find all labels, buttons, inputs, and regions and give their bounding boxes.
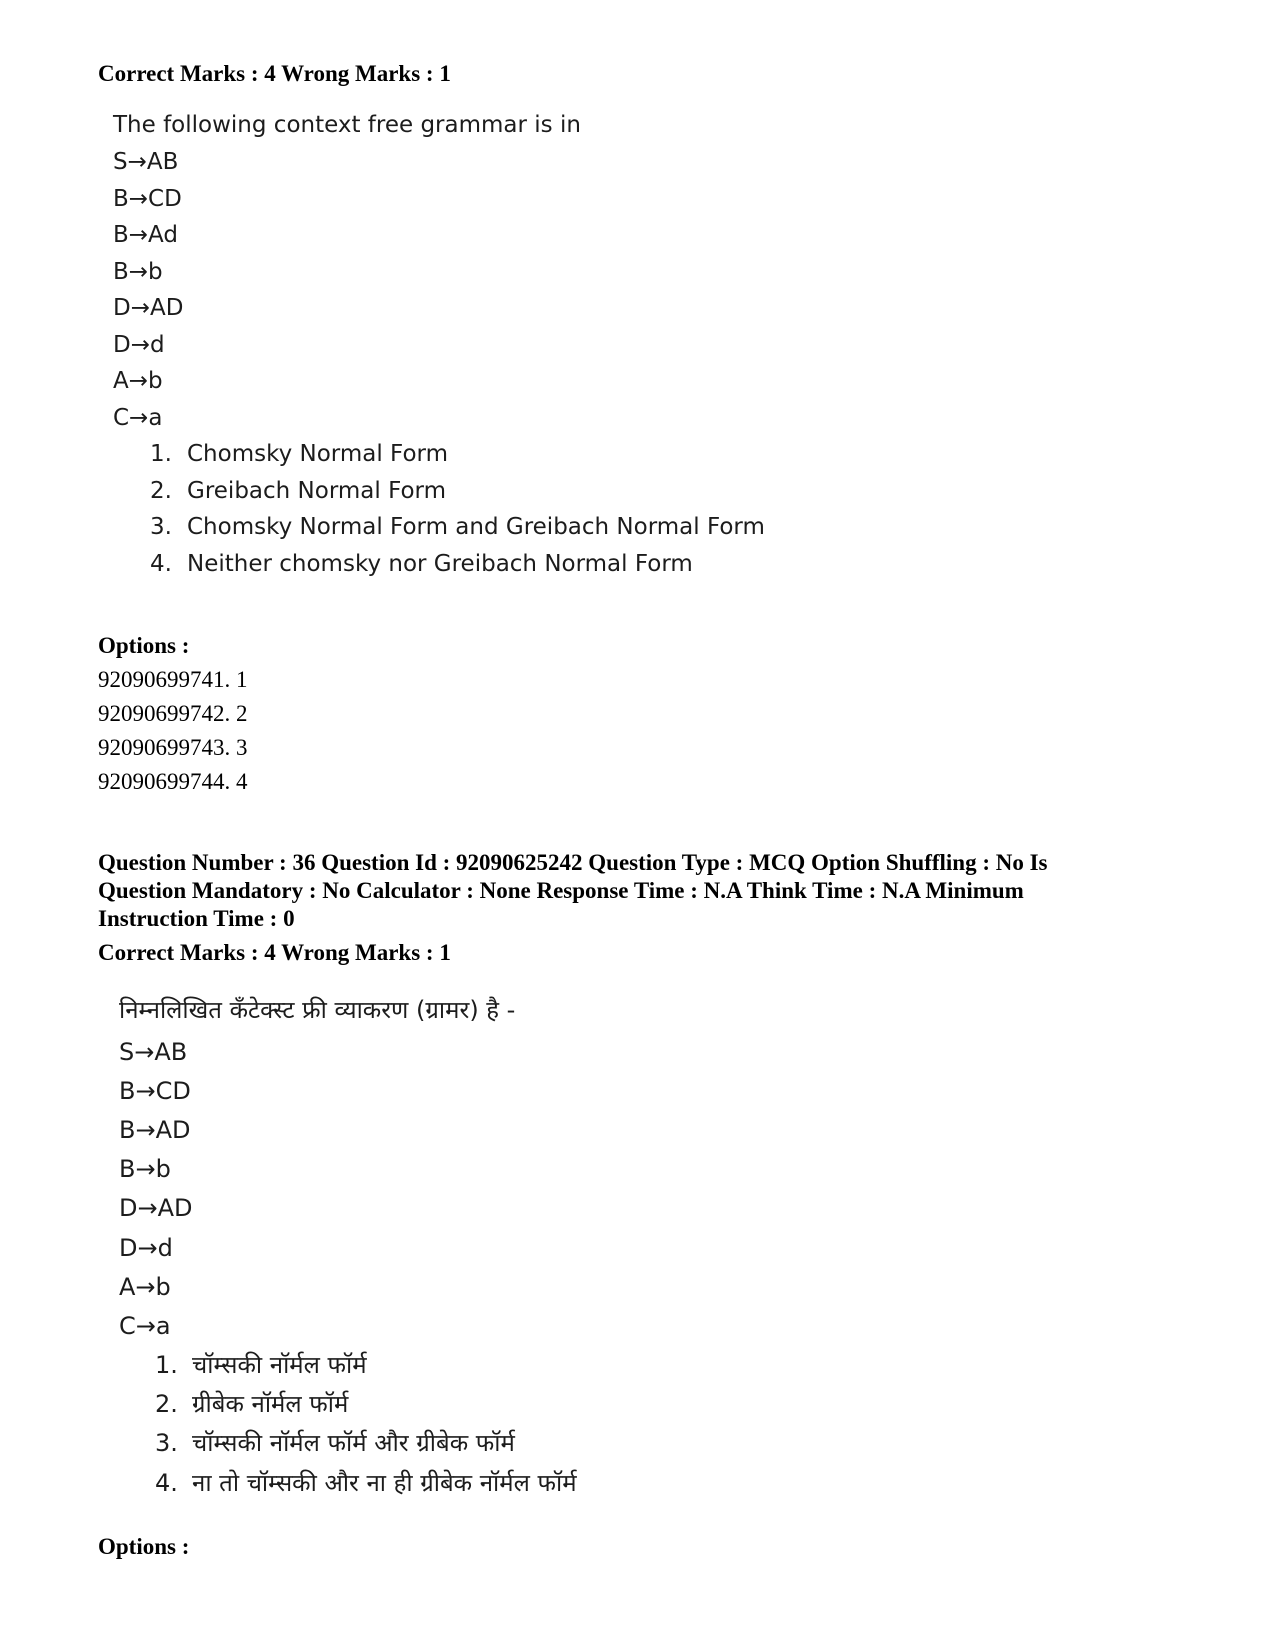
choice-text: Neither chomsky nor Greibach Normal Form — [187, 551, 693, 577]
q36-options-label: Options : — [98, 1534, 190, 1559]
q36-choice — [155, 1427, 515, 1459]
choice-number: 3. — [155, 1429, 178, 1457]
q36-rule: B→CD — [119, 1077, 191, 1105]
q36-rule: C→a — [119, 1312, 171, 1340]
q35-rule: D→d — [113, 332, 165, 358]
choice-text: Chomsky Normal Form — [187, 441, 448, 467]
q35-choice — [150, 476, 446, 506]
q36-header-line: Question Mandatory : No Calculator : None Response Time : N.A Think Time : N.A Minimum — [98, 878, 1024, 903]
choice-text: चॉम्सकी नॉर्मल फॉर्म — [192, 1351, 367, 1379]
q35-rule: C→a — [113, 405, 163, 431]
choice-number: 4. — [155, 1469, 178, 1497]
q35-rule: A→b — [113, 368, 163, 394]
q36-marks: Correct Marks : 4 Wrong Marks : 1 — [98, 940, 451, 965]
q36-rule: D→d — [119, 1234, 173, 1262]
q36-header-line: Question Number : 36 Question Id : 92090625242 Question Type : MCQ Option Shuffling : No Is — [98, 850, 1048, 875]
q36-header-line: Instruction Time : 0 — [98, 906, 295, 931]
q36-rule: B→AD — [119, 1116, 191, 1144]
option-line: 92090699744. 4 — [98, 769, 248, 794]
choice-number: 2. — [155, 1390, 178, 1418]
choice-number: 2. — [150, 478, 172, 504]
choice-text: Greibach Normal Form — [187, 478, 447, 504]
q36-rule: S→AB — [119, 1038, 188, 1066]
q35-rule: S→AB — [113, 149, 179, 175]
q35-rule: B→CD — [113, 186, 182, 212]
q36-rule: B→b — [119, 1155, 171, 1183]
q35-rule: B→Ad — [113, 222, 178, 248]
choice-text: ग्रीबेक नॉर्मल फॉर्म — [192, 1390, 349, 1418]
choice-text: ना तो चॉम्सकी और ना ही ग्रीबेक नॉर्मल फॉर्म — [192, 1469, 577, 1497]
q36-choice — [155, 1467, 577, 1499]
choice-number: 3. — [150, 514, 172, 540]
q35-choice — [150, 549, 693, 579]
q35-options-label: Options : — [98, 633, 190, 658]
q35-marks: Correct Marks : 4 Wrong Marks : 1 — [98, 61, 451, 86]
q35-rule: D→AD — [113, 295, 184, 321]
q36-rule: A→b — [119, 1273, 171, 1301]
choice-text: Chomsky Normal Form and Greibach Normal Form — [187, 514, 765, 540]
q36-rule: D→AD — [119, 1194, 193, 1222]
option-line: 92090699741. 1 — [98, 667, 248, 692]
choice-number: 4. — [150, 551, 172, 577]
choice-number: 1. — [155, 1351, 178, 1379]
option-line: 92090699743. 3 — [98, 735, 248, 760]
q36-choice — [155, 1349, 367, 1381]
q35-stem: The following context free grammar is in — [113, 112, 581, 138]
q35-choice — [150, 439, 448, 469]
option-line: 92090699742. 2 — [98, 701, 248, 726]
q35-choice — [150, 512, 765, 542]
q36-stem: निम्नलिखित कँटेक्स्ट फ्री व्याकरण (ग्रामर) है - — [119, 996, 516, 1024]
choice-number: 1. — [150, 441, 172, 467]
q36-choice — [155, 1388, 348, 1420]
q35-rule: B→b — [113, 259, 163, 285]
choice-text: चॉम्सकी नॉर्मल फॉर्म और ग्रीबेक फॉर्म — [192, 1429, 515, 1457]
